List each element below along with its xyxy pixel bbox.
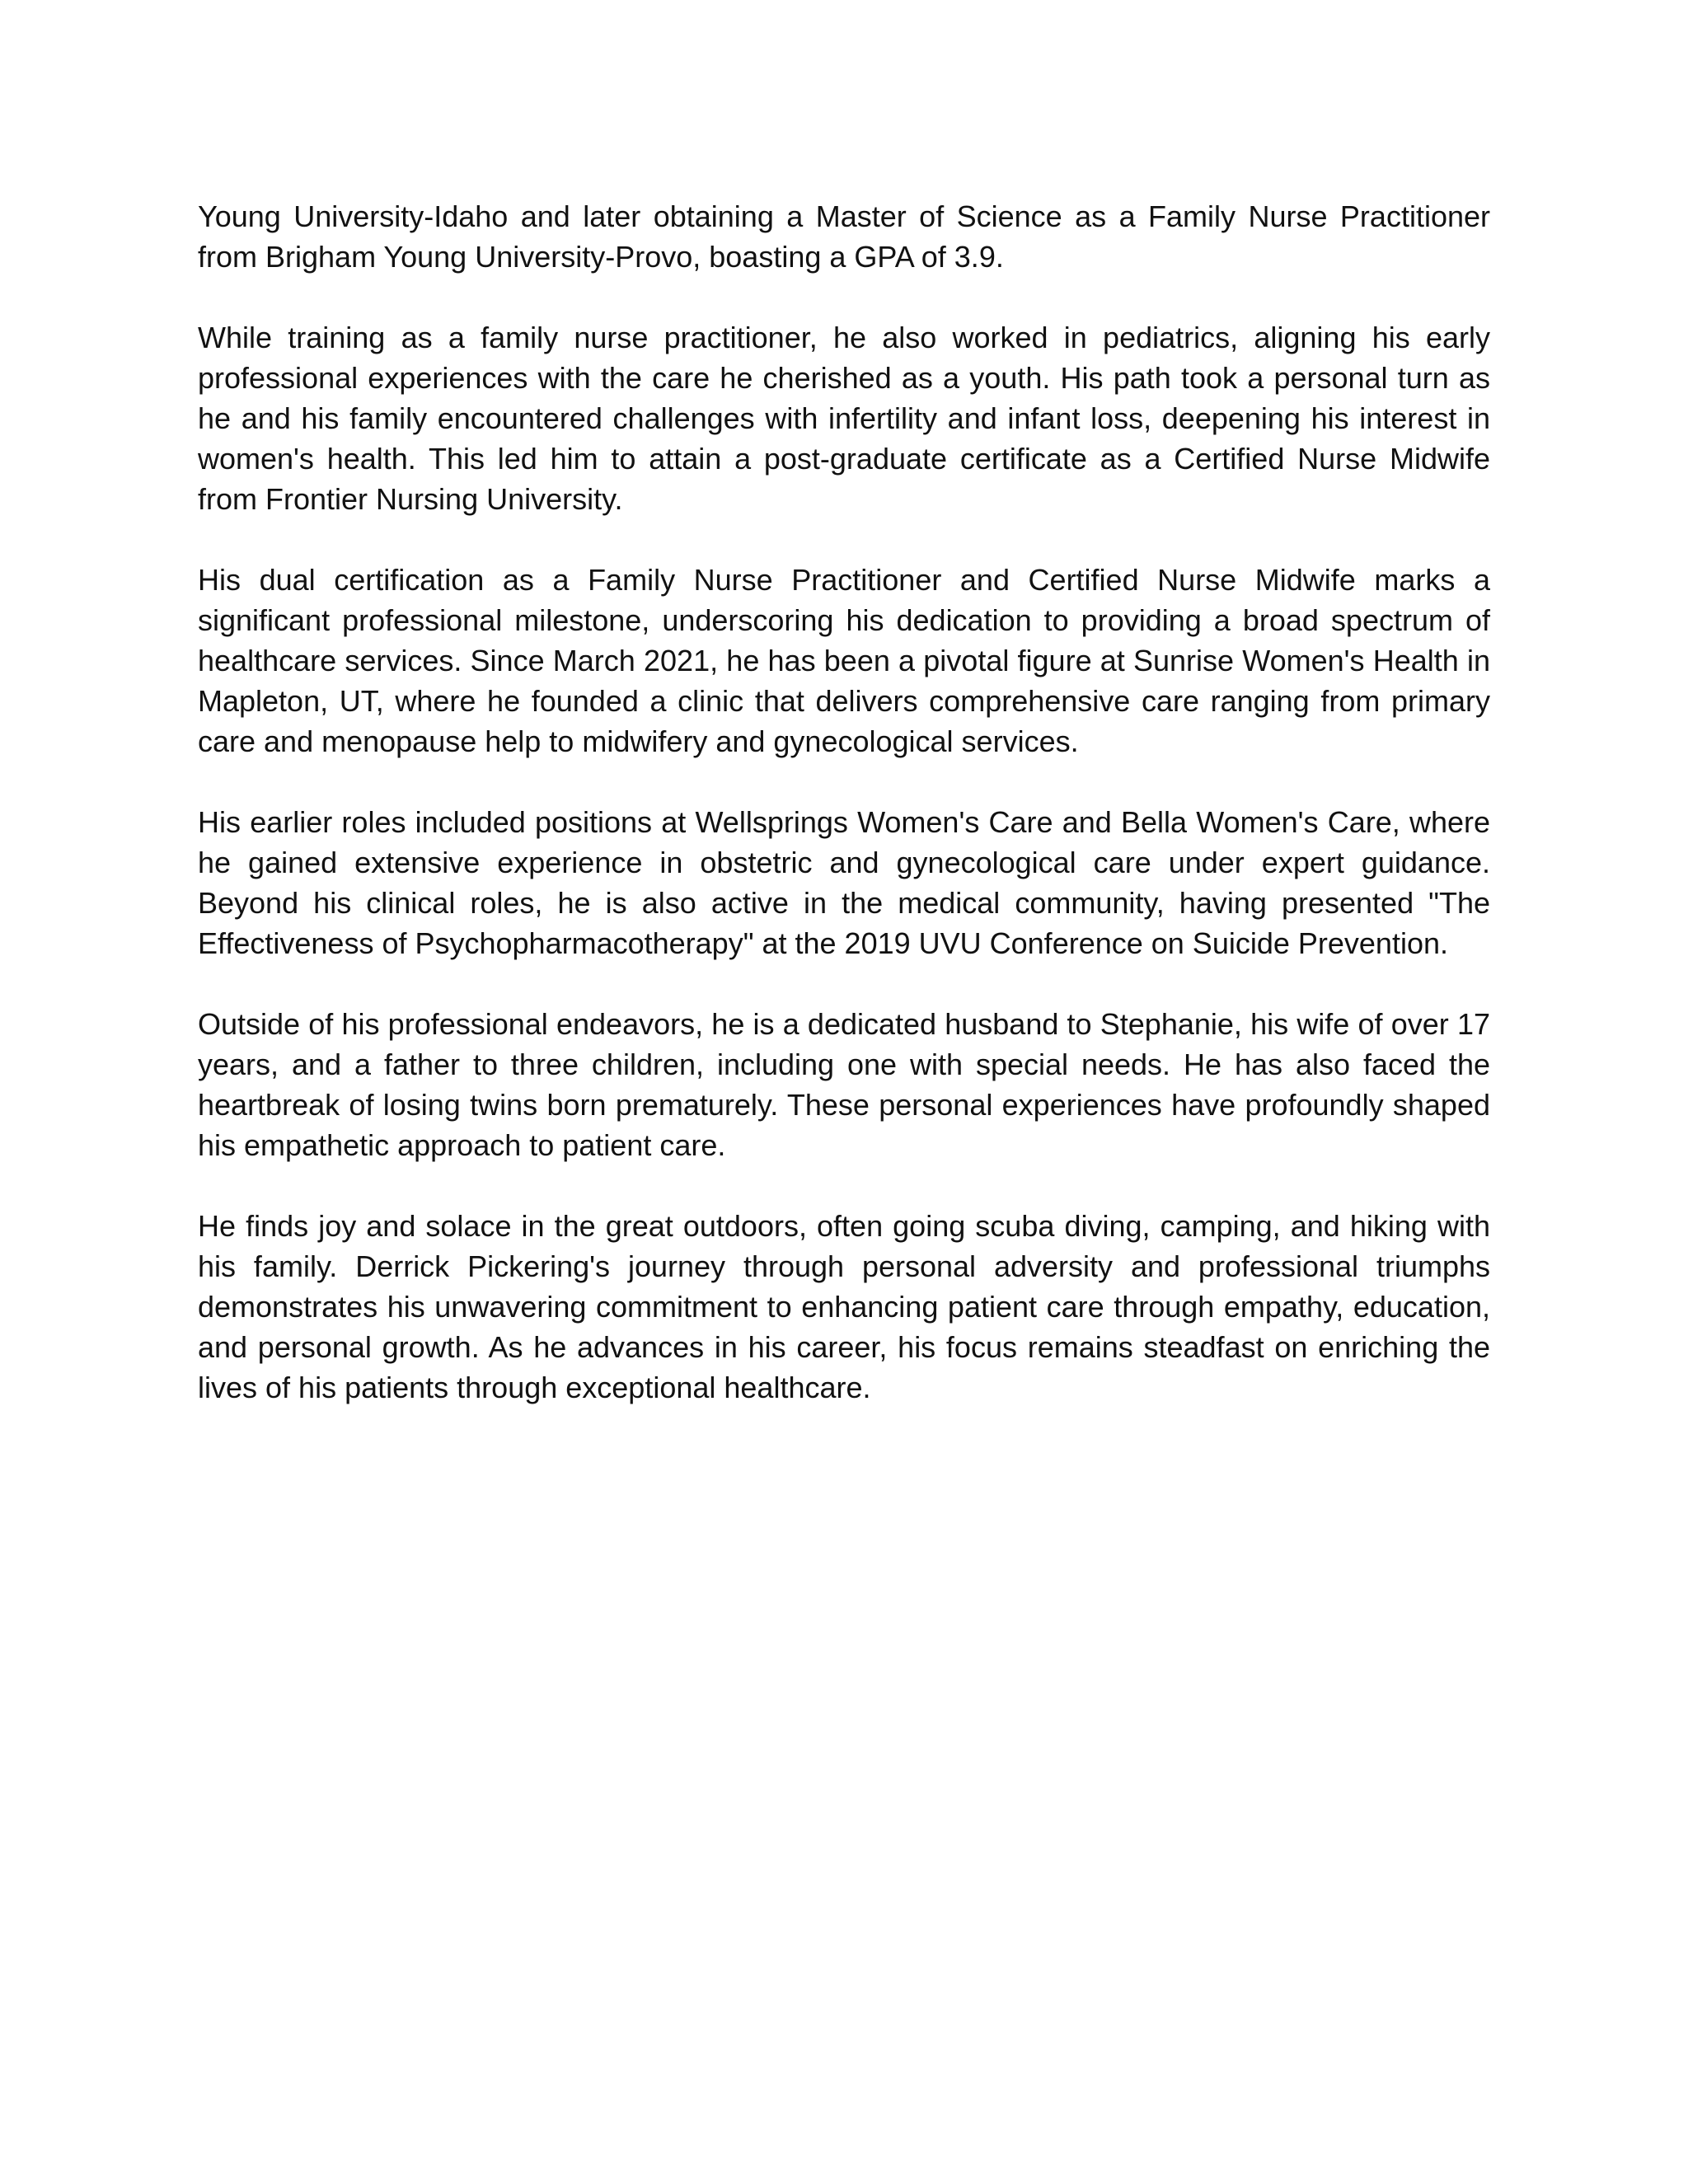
paragraph-earlier-roles: His earlier roles included positions at Wellsprings Women's Care and Bella Women's Care, where he gained extensive experience in obstetric and gynecological care under expert guidance. Beyond his clinical roles, he is also active in the medical community, having presented "The Effectiveness of Psychopharmacotherapy" at the 2019 UVU Conference on Suicide Prevention. [198, 805, 1490, 960]
paragraph-outdoors-summary: He finds joy and solace in the great outdoors, often going scuba diving, camping, and hiking with his family. Derrick Pickering's journey through personal adversity and professional triumphs demonstrates his unwavering commitment to enhancing patient care through empathy, education, and personal growth. As he advances in his career, his focus remains steadfast on enriching the lives of his patients through exceptional healthcare. [198, 1209, 1490, 1404]
paragraph-training-midwifery: While training as a family nurse practitioner, he also worked in pediatrics, aligning his early professional experiences with the care he cherished as a youth. His path took a personal turn as he and his family encountered challenges with infertility and infant loss, deepening his interest in women's health. This led him to attain a post-graduate certificate as a Certified Nurse Midwife from Frontier Nursing University. [198, 321, 1490, 516]
paragraph-family-life: Outside of his professional endeavors, he is a dedicated husband to Stephanie, his wife of over 17 years, and a father to three children, including one with special needs. He has also faced the heartbreak of losing twins born prematurely. These personal experiences have profoundly shaped his empathetic approach to patient care. [198, 1007, 1490, 1162]
document-body [198, 196, 1490, 1448]
paragraph-dual-certification: His dual certification as a Family Nurse Practitioner and Certified Nurse Midwife marks a significant professional milestone, underscoring his dedication to providing a broad spectrum of healthcare services. Since March 2021, he has been a pivotal figure at Sunrise Women's Health in Mapleton, UT, where he founded a clinic that delivers comprehensive care ranging from primary care and menopause help to midwifery and gynecological services. [198, 563, 1490, 758]
paragraph-education-continued: Young University-Idaho and later obtaining a Master of Science as a Family Nurse Practitioner from Brigham Young University-Provo, boasting a GPA of 3.9. [198, 199, 1490, 274]
